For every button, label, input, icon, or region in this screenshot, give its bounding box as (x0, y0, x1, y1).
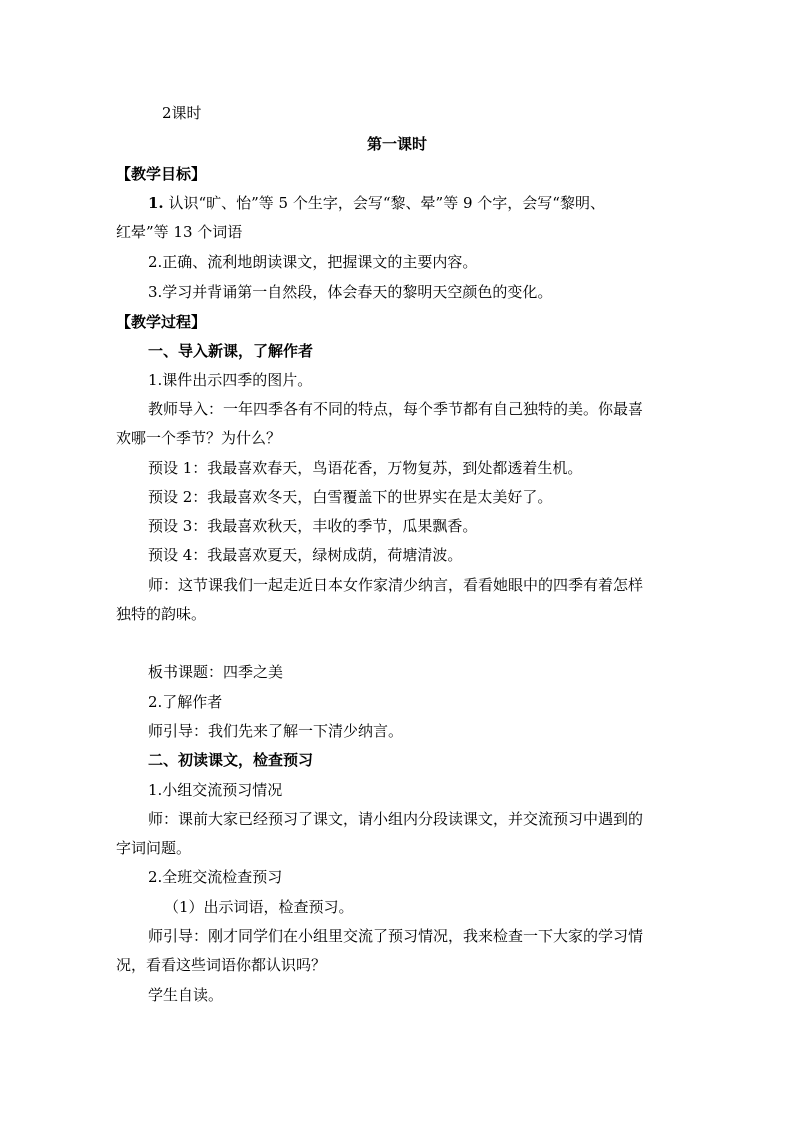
objective-1-text: 认识“旷、怡”等 5 个生字，会写“黎、晕”等 9 个字，会写“黎明、 (168, 194, 605, 212)
objective-1-line-2: 红晕”等 13 个词语 (116, 223, 243, 241)
teacher-prep-line-1: 师：课前大家已经预习了课文，请小组内分段读课文，并交流预习中遇到的 (148, 810, 644, 828)
part-1-item-1: 1.课件出示四季的图片。 (148, 371, 313, 389)
objective-2: 2.正确、流利地朗读课文，把握课文的主要内容。 (148, 253, 478, 271)
part-2-item-2: 2.全班交流检查预习 (148, 868, 283, 886)
preset-1: 预设 1：我最喜欢春天，鸟语花香，万物复苏，到处都透着生机。 (148, 459, 583, 477)
lesson-title: 第一课时 (366, 135, 427, 153)
student-read: 学生自读。 (148, 986, 224, 1004)
objective-3: 3.学习并背诵第一自然段，体会春天的黎明天空颜色的变化。 (148, 283, 553, 301)
part-1-item-2: 2.了解作者 (148, 693, 223, 711)
objective-1-line-1 (148, 193, 605, 213)
objectives-heading: 【教学目标】 (116, 165, 207, 183)
preset-2: 预设 2：我最喜欢冬天，白雪覆盖下的世界实在是太美好了。 (148, 488, 553, 506)
part-2-heading: 二、初读课文，检查预习 (148, 751, 314, 769)
teacher-guide-2-line-2: 况，看看这些词语你都认识吗？ (116, 956, 327, 974)
board-title: 板书课题：四季之美 (148, 663, 284, 681)
preset-3: 预设 3：我最喜欢秋天，丰收的季节，瓜果飘香。 (148, 517, 478, 535)
objective-1-number: 1. (148, 194, 164, 212)
process-heading: 【教学过程】 (116, 313, 207, 331)
teacher-intro-line-1: 教师导入：一年四季各有不同的特点，每个季节都有自己独特的美。你最喜 (148, 400, 644, 418)
teacher-note-line-1: 师：这节课我们一起走近日本女作家清少纳言，看看她眼中的四季有着怎样 (148, 576, 644, 594)
teacher-guide-1: 师引导：我们先来了解一下清少纳言。 (148, 722, 404, 740)
part-1-heading: 一、导入新课，了解作者 (148, 342, 314, 360)
lesson-duration: 2课时 (162, 104, 202, 122)
teacher-prep-line-2: 字词问题。 (116, 839, 192, 857)
part-2-item-1: 1.小组交流预习情况 (148, 781, 283, 799)
preset-4: 预设 4：我最喜欢夏天，绿树成荫，荷塘清波。 (148, 546, 463, 564)
teacher-note-line-2: 独特的韵味。 (116, 605, 207, 623)
teacher-intro-line-2: 欢哪一个季节？为什么？ (116, 429, 282, 447)
sub-item-1: （1）出示词语，检查预习。 (164, 898, 354, 916)
teacher-guide-2-line-1: 师引导：刚才同学们在小组里交流了预习情况，我来检查一下大家的学习情 (148, 927, 644, 945)
